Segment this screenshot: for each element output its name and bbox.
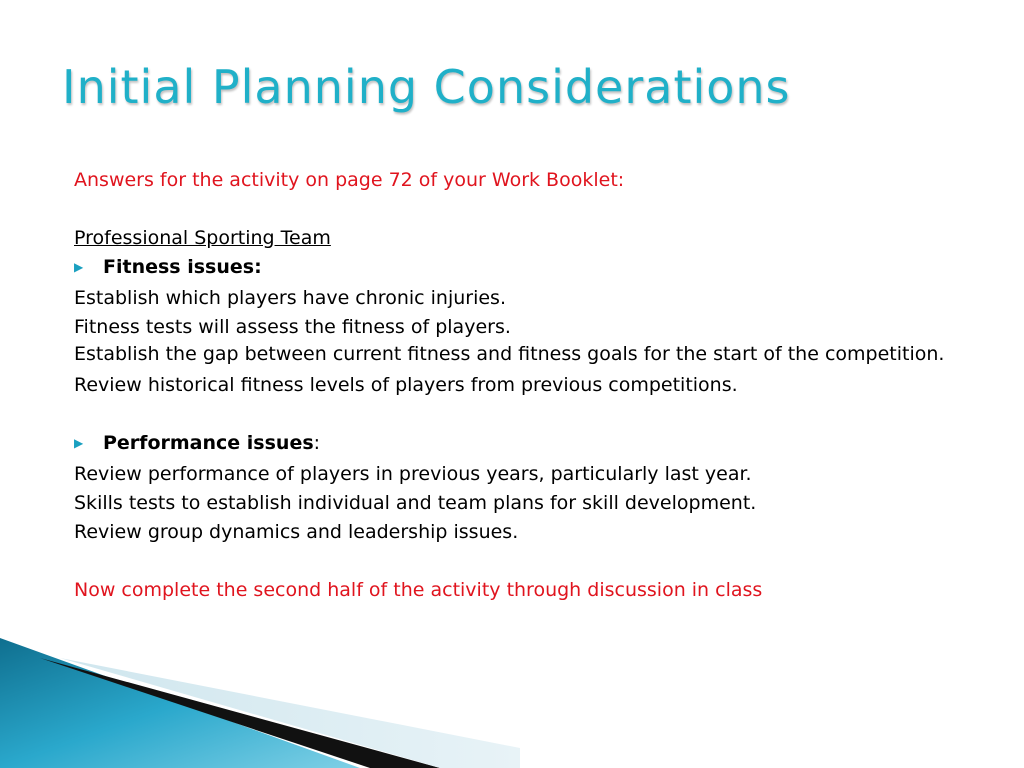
performance-heading: Performance issues (103, 432, 314, 454)
closing-text: Now complete the second half of the activity through discussion in class (74, 579, 763, 601)
triangle-right-icon: ▶ (74, 260, 84, 274)
performance-item: Review group dynamics and leadership issues. (74, 521, 519, 543)
spacer (74, 400, 974, 429)
spacer (74, 547, 974, 576)
performance-bullet (74, 429, 974, 460)
team-heading: Professional Sporting Team (74, 227, 331, 249)
performance-heading-colon: : (313, 432, 321, 454)
slide-title: Initial Planning Considerations (62, 60, 791, 114)
fitness-item: Fitness tests will assess the fitness of players. (74, 316, 511, 338)
slide-body (74, 166, 974, 605)
fitness-item: Review historical fitness levels of players from previous competitions. (74, 374, 738, 396)
performance-item: Review performance of players in previous years, particularly last year. (74, 463, 752, 485)
fitness-bullet (74, 253, 974, 284)
corner-decoration (0, 638, 1024, 768)
fitness-item: Establish which players have chronic injuries. (74, 287, 506, 309)
fitness-heading: Fitness issues: (103, 256, 262, 278)
triangle-right-icon: ▶ (74, 436, 84, 450)
spacer (74, 195, 974, 224)
fitness-item: Establish the gap between current fitness and fitness goals for the start of the competition. (74, 343, 945, 365)
intro-text: Answers for the activity on page 72 of your Work Booklet: (74, 169, 625, 191)
performance-item: Skills tests to establish individual and team plans for skill development. (74, 492, 757, 514)
performance-heading-group (103, 429, 320, 458)
